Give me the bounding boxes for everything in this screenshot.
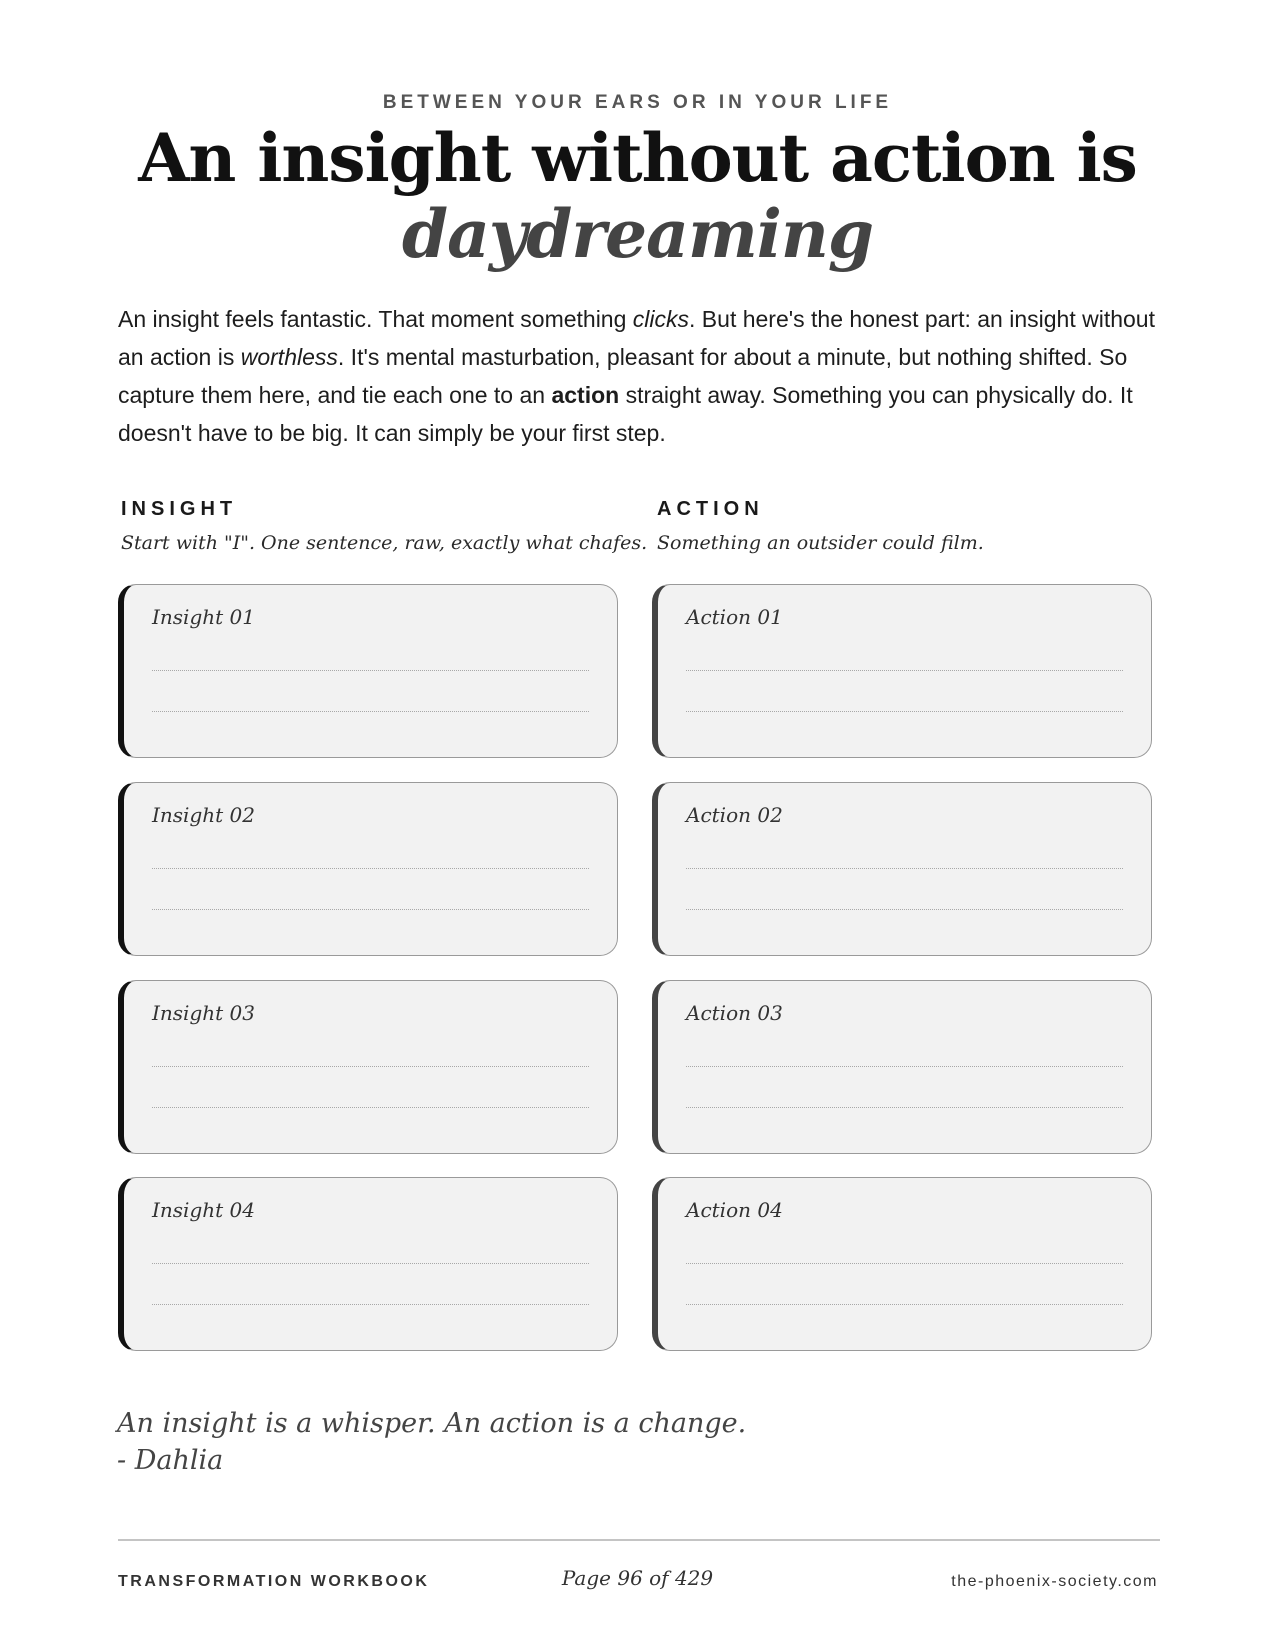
action-column-heading: ACTION <box>657 498 764 520</box>
writing-line[interactable] <box>152 868 589 869</box>
insight-card-4[interactable] <box>118 1177 618 1351</box>
action-card-1[interactable] <box>652 584 1152 758</box>
writing-line[interactable] <box>686 1304 1123 1305</box>
intro-text-2: . But here's the honest part: an insight without an action is <box>118 306 1155 370</box>
insight-card-label: Insight 01 <box>152 605 255 629</box>
writing-line[interactable] <box>686 1263 1123 1264</box>
intro-text-4: straight away. Something you can physically do. It doesn't have to be big. It can simply be your first step. <box>118 382 1133 446</box>
insight-card-label: Insight 04 <box>152 1198 255 1222</box>
page-number: Page 96 of 429 <box>561 1566 714 1590</box>
title-line-2: daydreaming <box>402 195 873 273</box>
page-title <box>0 120 1275 272</box>
insight-card-2[interactable] <box>118 782 618 956</box>
intro-emphasis-clicks: clicks <box>632 306 690 332</box>
action-card-label: Action 01 <box>686 605 783 629</box>
writing-line[interactable] <box>686 1107 1123 1108</box>
action-card-label: Action 04 <box>686 1198 783 1222</box>
writing-line[interactable] <box>152 670 589 671</box>
writing-line[interactable] <box>152 909 589 910</box>
footer-workbook-label: TRANSFORMATION WORKBOOK <box>118 1573 430 1590</box>
writing-line[interactable] <box>152 1263 589 1264</box>
writing-line[interactable] <box>152 1304 589 1305</box>
writing-line[interactable] <box>152 711 589 712</box>
insight-column-subheading: Start with "I". One sentence, raw, exactly what chafes. <box>121 532 648 554</box>
intro-text-3: . It's mental masturbation, pleasant for about a minute, but nothing shifted. So capture them here, and tie each one to an <box>118 344 1128 408</box>
footer-website: the-phoenix-society.com <box>951 1573 1158 1590</box>
writing-line[interactable] <box>152 1066 589 1067</box>
writing-line[interactable] <box>686 909 1123 910</box>
intro-text-1: An insight feels fantastic. That moment something <box>118 306 633 332</box>
writing-line[interactable] <box>686 711 1123 712</box>
action-card-2[interactable] <box>652 782 1152 956</box>
quote-text: An insight is a whisper. An action is a change. <box>117 1408 747 1439</box>
action-column-subheading: Something an outsider could film. <box>657 532 984 554</box>
eyebrow-label: BETWEEN YOUR EARS OR IN YOUR LIFE <box>382 92 893 113</box>
intro-emphasis-worthless: worthless <box>240 344 338 370</box>
intro-strong-action: action <box>551 382 620 408</box>
closing-quote <box>117 1405 746 1479</box>
action-card-label: Action 03 <box>686 1001 783 1025</box>
action-card-3[interactable] <box>652 980 1152 1154</box>
footer-divider <box>118 1539 1160 1541</box>
writing-line[interactable] <box>686 868 1123 869</box>
action-card-label: Action 02 <box>686 803 783 827</box>
title-line-1: An insight without action is <box>138 119 1137 197</box>
insight-card-label: Insight 03 <box>152 1001 255 1025</box>
intro-paragraph <box>118 300 1163 452</box>
insight-card-label: Insight 02 <box>152 803 255 827</box>
insight-column-heading: INSIGHT <box>121 498 238 520</box>
writing-line[interactable] <box>686 1066 1123 1067</box>
insight-card-1[interactable] <box>118 584 618 758</box>
quote-author: - Dahlia <box>117 1445 224 1476</box>
action-card-4[interactable] <box>652 1177 1152 1351</box>
writing-line[interactable] <box>152 1107 589 1108</box>
insight-card-3[interactable] <box>118 980 618 1154</box>
writing-line[interactable] <box>686 670 1123 671</box>
